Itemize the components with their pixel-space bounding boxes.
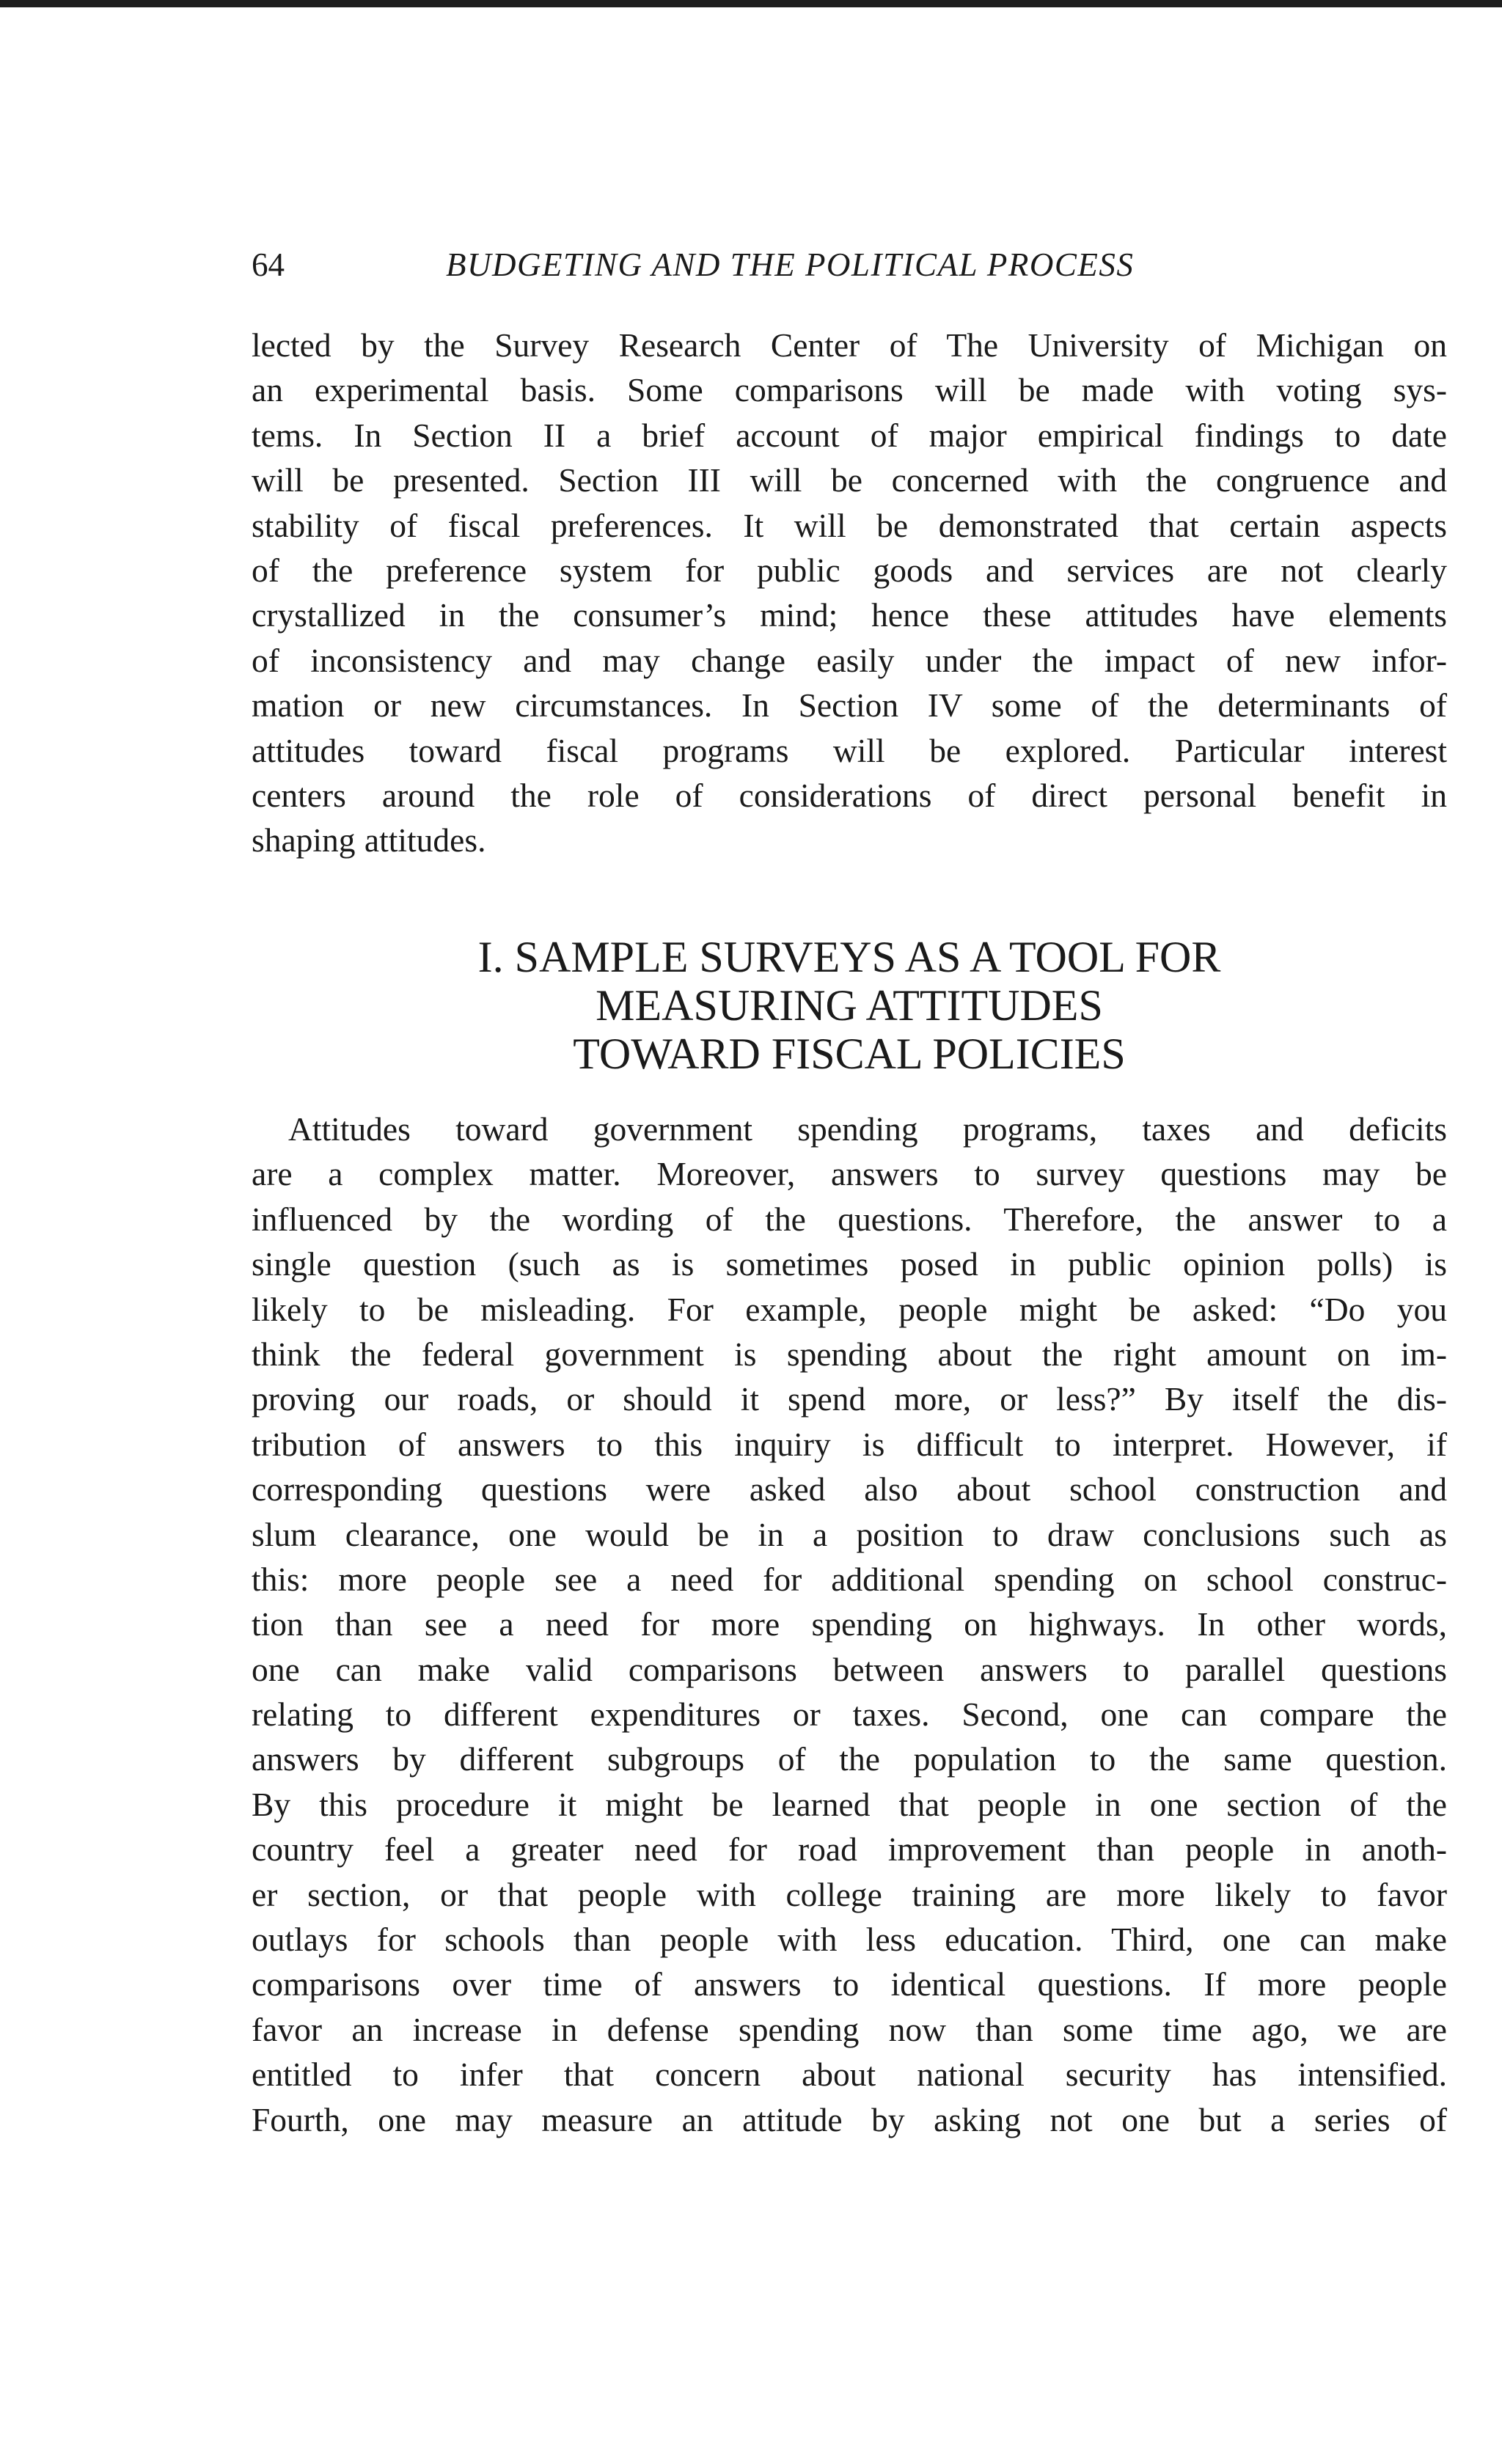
running-title: BUDGETING AND THE POLITICAL PROCESS — [446, 246, 1135, 283]
text-line: attitudes toward fiscal programs will be explored. Particular interest — [252, 731, 1447, 769]
text-line: of the preference system for public goods and services are not clearly — [252, 551, 1447, 589]
text-line: proving our roads, or should it spend more, or less?” By itself the dis- — [252, 1380, 1447, 1418]
text-line: entitled to infer that concern about national security has intensified. — [252, 2056, 1447, 2094]
paragraph-intro — [252, 323, 1447, 863]
top-rule — [0, 0, 1502, 7]
text-line: an experimental basis. Some comparisons will be made with voting sys- — [252, 371, 1447, 409]
page-number: 64 — [252, 246, 285, 283]
text-line: mation or new circumstances. In Section IV some of the determinants of — [252, 686, 1447, 725]
text-line: likely to be misleading. For example, people might be asked: “Do you — [252, 1290, 1447, 1328]
text-line: corresponding questions were asked also about school construction and — [252, 1470, 1447, 1508]
section-heading — [252, 933, 1447, 1078]
text-line: relating to different expenditures or taxes. Second, one can compare the — [252, 1695, 1447, 1734]
text-line: one can make valid comparisons between answers to parallel questions — [252, 1650, 1447, 1688]
text-line: will be presented. Section III will be concerned with the congruence and — [252, 461, 1447, 499]
text-line: answers by different subgroups of the population to the same question. — [252, 1740, 1447, 1778]
text-line: country feel a greater need for road improvement than people in anoth- — [252, 1830, 1447, 1869]
heading-line: TOWARD FISCAL POLICIES — [573, 1030, 1126, 1078]
text-line: single question (such as is sometimes posed in public opinion polls) is — [252, 1245, 1447, 1283]
text-line: comparisons over time of answers to identical questions. If more people — [252, 1965, 1447, 2003]
paragraph-section-one — [252, 1107, 1447, 2142]
text-line: slum clearance, one would be in a position to draw conclusions such as — [252, 1515, 1447, 1553]
text-line: shaping attitudes. — [252, 821, 486, 859]
text-line: tion than see a need for more spending on highways. In other words, — [252, 1605, 1447, 1643]
text-line: lected by the Survey Research Center of The University of Michigan on — [252, 326, 1447, 364]
text-line: tribution of answers to this inquiry is difficult to interpret. However, if — [252, 1425, 1447, 1463]
text-line: er section, or that people with college training are more likely to favor — [252, 1875, 1447, 1913]
text-line: By this procedure it might be learned that people in one section of the — [252, 1785, 1447, 1823]
text-line: of inconsistency and may change easily under the impact of new infor- — [252, 641, 1447, 679]
text-line: outlays for schools than people with less education. Third, one can make — [252, 1921, 1447, 1959]
text-line: tems. In Section II a brief account of major empirical findings to date — [252, 416, 1447, 454]
text-line: centers around the role of considerations of direct personal benefit in — [252, 776, 1447, 814]
text-line: are a complex matter. Moreover, answers to survey questions may be — [252, 1155, 1447, 1193]
text-line: stability of fiscal preferences. It will be demonstrated that certain aspects — [252, 506, 1447, 544]
text-line: this: more people see a need for additional spending on school construc- — [252, 1560, 1447, 1598]
text-line: crystallized in the consumer’s mind; hence these attitudes have elements — [252, 596, 1447, 634]
text-line: Fourth, one may measure an attitude by asking not one but a series of — [252, 2100, 1447, 2138]
text-line: favor an increase in defense spending now than some time ago, we are — [252, 2010, 1447, 2048]
heading-line: I. SAMPLE SURVEYS AS A TOOL FOR — [477, 933, 1221, 981]
page-header — [252, 239, 1447, 290]
text-line: influenced by the wording of the questions. Therefore, the answer to a — [252, 1200, 1447, 1238]
text-line: think the federal government is spending about the right amount on im- — [252, 1335, 1447, 1373]
heading-line: MEASURING ATTITUDES — [596, 981, 1103, 1030]
text-line: Attitudes toward government spending programs, taxes and deficits — [288, 1110, 1447, 1148]
